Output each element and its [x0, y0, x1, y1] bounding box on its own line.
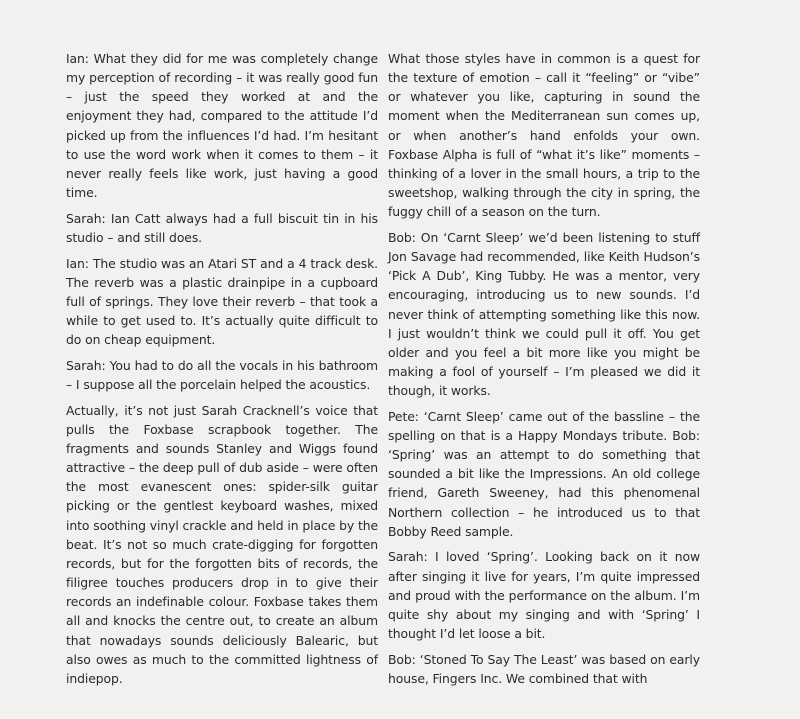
paragraph: Ian: What they did for me was completely change my perception of recording – it was really good fun – just the speed they worked at and the enjoyment they had, compared to the attitude I’d picked up from the influences I’d had. I’m hesitant to use the word work when it comes to them – it never really feels like work, just having a good time.: [66, 51, 378, 201]
paragraph: Pete: ‘Carnt Sleep’ came out of the bassline – the spelling on that is a Happy Mondays tribute. Bob: ‘Spring’ was an attempt to do something that sounded a bit like the Impressions. An old college friend, Gareth Sweeney, had this phenomenal Northern collection – he introduced us to that Bobby Reed sample.: [388, 408, 700, 539]
paragraph: Bob: On ‘Carnt Sleep’ we’d been listening to stuff Jon Savage had recommended, like Keith Hudson’s ‘Pick A Dub’, King Tubby. He was a mentor, very encouraging, introducing us to new sounds. I’d never think of attempting something like this now. I just wouldn’t think we could pull it off. You get older and you feel a bit more like you might be making a fool of yourself – I’m pleased we did it though, it works.: [388, 229, 700, 399]
paragraph: Bob: ‘Stoned To Say The Least’ was based on early house, Fingers Inc. We combined that with: [388, 651, 700, 686]
left-text-column: [66, 49, 378, 695]
paragraph: Sarah: I loved ‘Spring’. Looking back on it now after singing it live for years, I’m quite impressed and proud with the performance on the album. I’m quite shy about my singing and with ‘Spring’ I thought I’d let loose a bit.: [388, 549, 700, 642]
right-text-column: [388, 49, 700, 695]
paragraph: What those styles have in common is a quest for the texture of emotion – call it “feeling” or “vibe” or whatever you like, capturing in sound the moment when the Mediterranean sun comes up, or when another’s hand enfolds your own. Foxbase Alpha is full of “what it’s like” moments – thinking of a lover in the small hours, a trip to the sweetshop, walking through the city in spring, the fuggy chill of a season on the turn.: [388, 51, 700, 220]
paragraph: Actually, it’s not just Sarah Cracknell’s voice that pulls the Foxbase scrapbook together. The fragments and sounds Stanley and Wiggs found attractive – the deep pull of dub aside – were often the most evanescent ones: spider-silk guitar picking or the gentlest keyboard washes, mixed into soothing vinyl crackle and held in place by the beat. It’s not so much crate-digging for forgotten records, but for the forgotten bits of records, the filigree touches producers drop in to give their records an indefinable colour. Foxbase takes them all and knocks the centre out, to create an album that nowadays sounds deliciously Balearic, but also owes as much to the committed lightness of indiepop.: [66, 402, 378, 686]
paragraph: Ian: The studio was an Atari ST and a 4 track desk. The reverb was a plastic drainpipe in a cupboard full of springs. They love their reverb – that took a while to get used to. It’s actually quite difficult to do on cheap equipment.: [66, 255, 378, 348]
paragraph: Sarah: You had to do all the vocals in his bathroom – I suppose all the porcelain helped the acoustics.: [66, 357, 378, 392]
paragraph: Sarah: Ian Catt always had a full biscuit tin in his studio – and still does.: [66, 210, 378, 245]
